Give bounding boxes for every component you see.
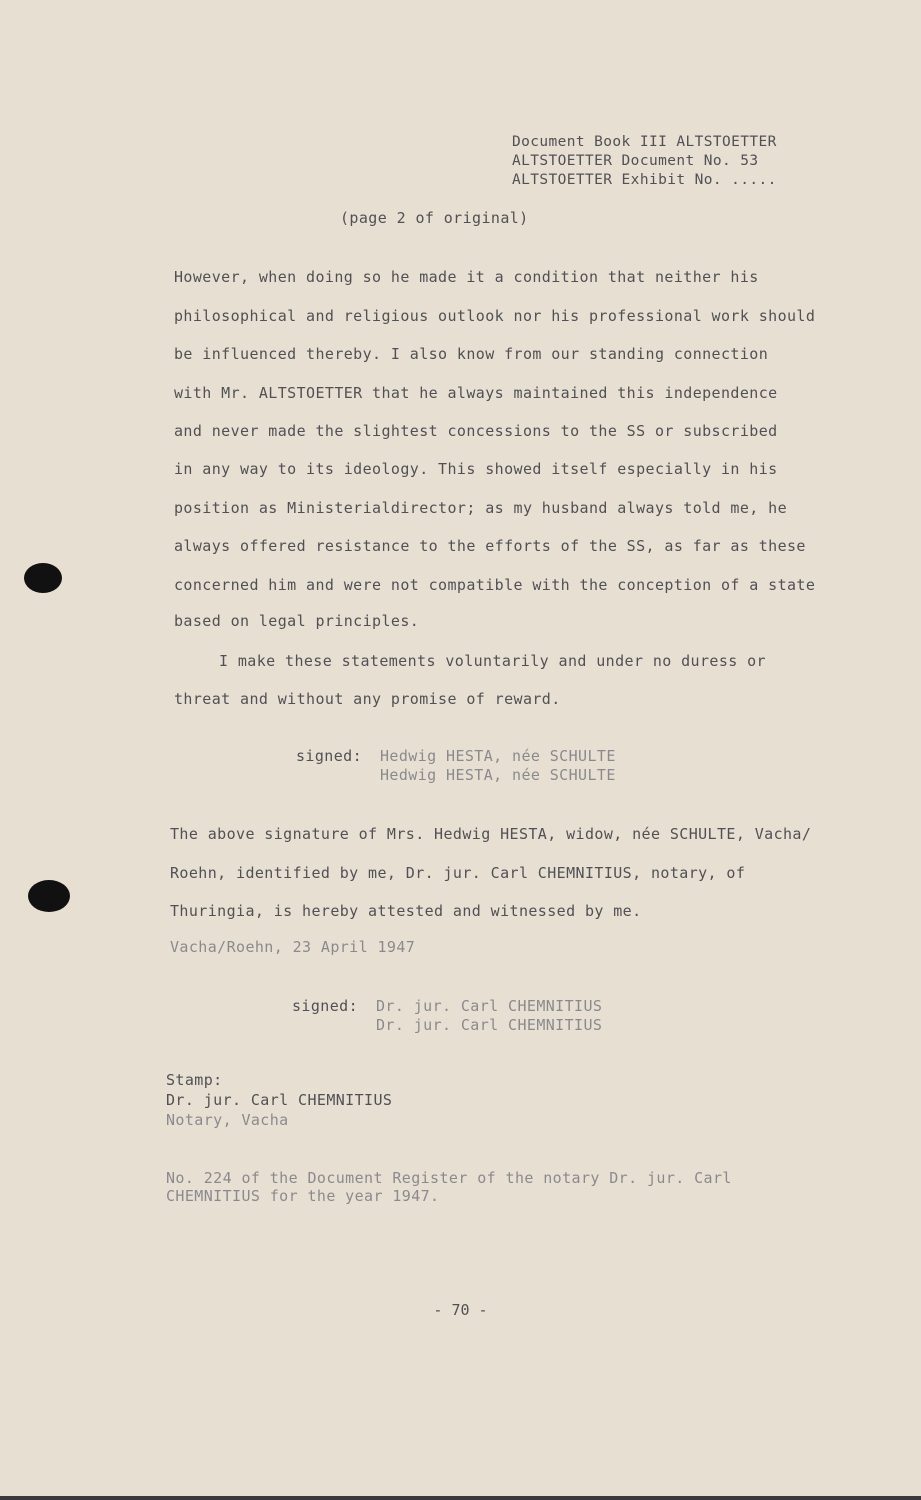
- header-exhibit-number: ALTSTOETTER Exhibit No. .....: [512, 172, 777, 188]
- body-line-2: philosophical and religious outlook nor his professional work should: [174, 307, 816, 325]
- attestation-line-2: Roehn, identified by me, Dr. jur. Carl CHEMNITIUS, notary, of: [170, 864, 746, 882]
- signature-1-line-1: Hedwig HESTA, née SCHULTE: [380, 747, 616, 765]
- statement-line-2: threat and without any promise of reward.: [174, 690, 561, 708]
- signature-1-prefix: signed:: [296, 747, 363, 765]
- attestation-date: Vacha/Roehn, 23 April 1947: [170, 938, 416, 956]
- page-note: (page 2 of original): [340, 209, 529, 227]
- attestation-line-1: The above signature of Mrs. Hedwig HESTA, widow, née SCHULTE, Vacha/: [170, 825, 812, 843]
- signature-2-prefix: signed:: [292, 997, 359, 1015]
- body-line-4: with Mr. ALTSTOETTER that he always maintained this independence: [174, 384, 778, 402]
- body-line-9: concerned him and were not compatible with the conception of a state: [174, 576, 816, 594]
- header-document-number: ALTSTOETTER Document No. 53: [512, 153, 759, 169]
- body-line-1: However, when doing so he made it a condition that neither his: [174, 268, 759, 286]
- statement-line-1: I make these statements voluntarily and under no duress or: [219, 652, 766, 670]
- body-line-8: always offered resistance to the efforts of the SS, as far as these: [174, 537, 806, 555]
- body-line-10: based on legal principles.: [174, 612, 420, 630]
- signature-2-line-2: Dr. jur. Carl CHEMNITIUS: [376, 1016, 603, 1034]
- page-bottom-edge: [0, 1496, 921, 1500]
- signature-2-line-1: Dr. jur. Carl CHEMNITIUS: [376, 997, 603, 1015]
- body-line-6: in any way to its ideology. This showed itself especially in his: [174, 460, 778, 478]
- stamp-place: Notary, Vacha: [166, 1111, 289, 1129]
- punch-hole-top: [24, 563, 62, 593]
- page-number: - 70 -: [433, 1301, 488, 1319]
- signature-1-line-2: Hedwig HESTA, née SCHULTE: [380, 766, 616, 784]
- punch-hole-bottom: [28, 880, 70, 912]
- body-line-3: be influenced thereby. I also know from our standing connection: [174, 345, 769, 363]
- header-document-book: Document Book III ALTSTOETTER: [512, 134, 777, 150]
- register-line-2: CHEMNITIUS for the year 1947.: [166, 1187, 440, 1205]
- register-line-1: No. 224 of the Document Register of the notary Dr. jur. Carl: [166, 1169, 732, 1187]
- body-line-7: position as Ministerialdirector; as my husband always told me, he: [174, 499, 787, 517]
- stamp-label: Stamp:: [166, 1071, 223, 1089]
- body-line-5: and never made the slightest concessions to the SS or subscribed: [174, 422, 778, 440]
- stamp-name: Dr. jur. Carl CHEMNITIUS: [166, 1091, 393, 1109]
- attestation-line-3: Thuringia, is hereby attested and witnessed by me.: [170, 902, 642, 920]
